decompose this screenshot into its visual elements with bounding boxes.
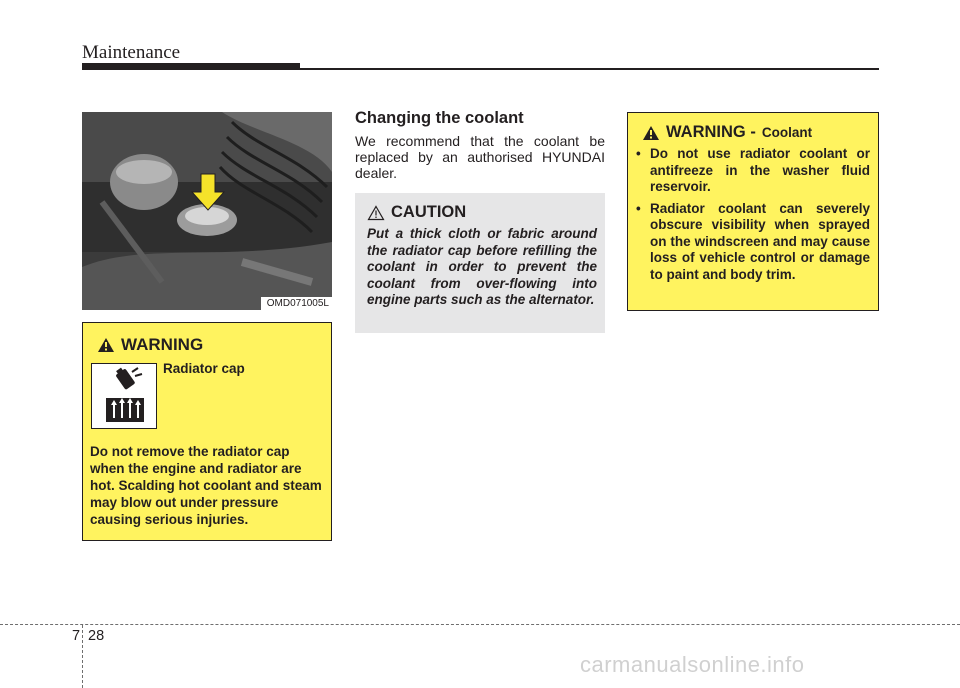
warning-text: Do not remove the radiator cap when the engine and radiator are hot. Scalding hot coolant and steam may blow out under pressure causing serious injuries. <box>90 444 322 527</box>
header-rule <box>300 68 879 70</box>
header-bar <box>82 63 300 70</box>
caution-text: Put a thick cloth or fabric around the radiator cap before refilling the coolant in order to prevent the coolant from over-flowing into engine parts such as the alternator. <box>367 226 597 307</box>
coolant-warning-suffix: Coolant <box>761 125 813 140</box>
photo-code: OMD071005L <box>261 297 332 310</box>
header-title: Maintenance <box>82 42 181 63</box>
warning-subtitle: Radiator cap <box>163 361 245 376</box>
coolant-warning <box>627 112 879 311</box>
section-body: We recommend that the coolant be replaced by an authorised HYUNDAI dealer. <box>355 133 605 181</box>
list-item: • Radiator coolant can severely obscure visibility when sprayed on the windscreen and may cause loss of vehicle control or damage to paint and body trim. <box>636 201 870 284</box>
warning-triangle-icon <box>97 337 115 353</box>
radiator-cap-warning <box>82 322 332 541</box>
section-title: Changing the coolant <box>355 109 524 127</box>
list-item: • Do not use radiator coolant or antifreeze in the washer fluid reservoir. <box>636 146 870 196</box>
caution-triangle-icon <box>367 205 385 221</box>
chapter-number: 7 <box>72 628 81 644</box>
caution-box <box>355 193 605 333</box>
coolant-warning-list <box>636 146 870 288</box>
footer-rule <box>0 624 960 625</box>
watermark: carmanualsonline.info <box>580 652 805 677</box>
warning-triangle-icon <box>642 125 660 141</box>
coolant-warning-title: WARNING - Coolant <box>642 123 812 142</box>
warning-title: WARNING <box>97 335 203 355</box>
caution-title: CAUTION <box>367 203 466 222</box>
page-number: 28 <box>88 628 105 644</box>
hot-radiator-symbol-icon <box>91 363 157 429</box>
engine-photo <box>82 112 332 310</box>
footer-divider <box>82 625 83 688</box>
